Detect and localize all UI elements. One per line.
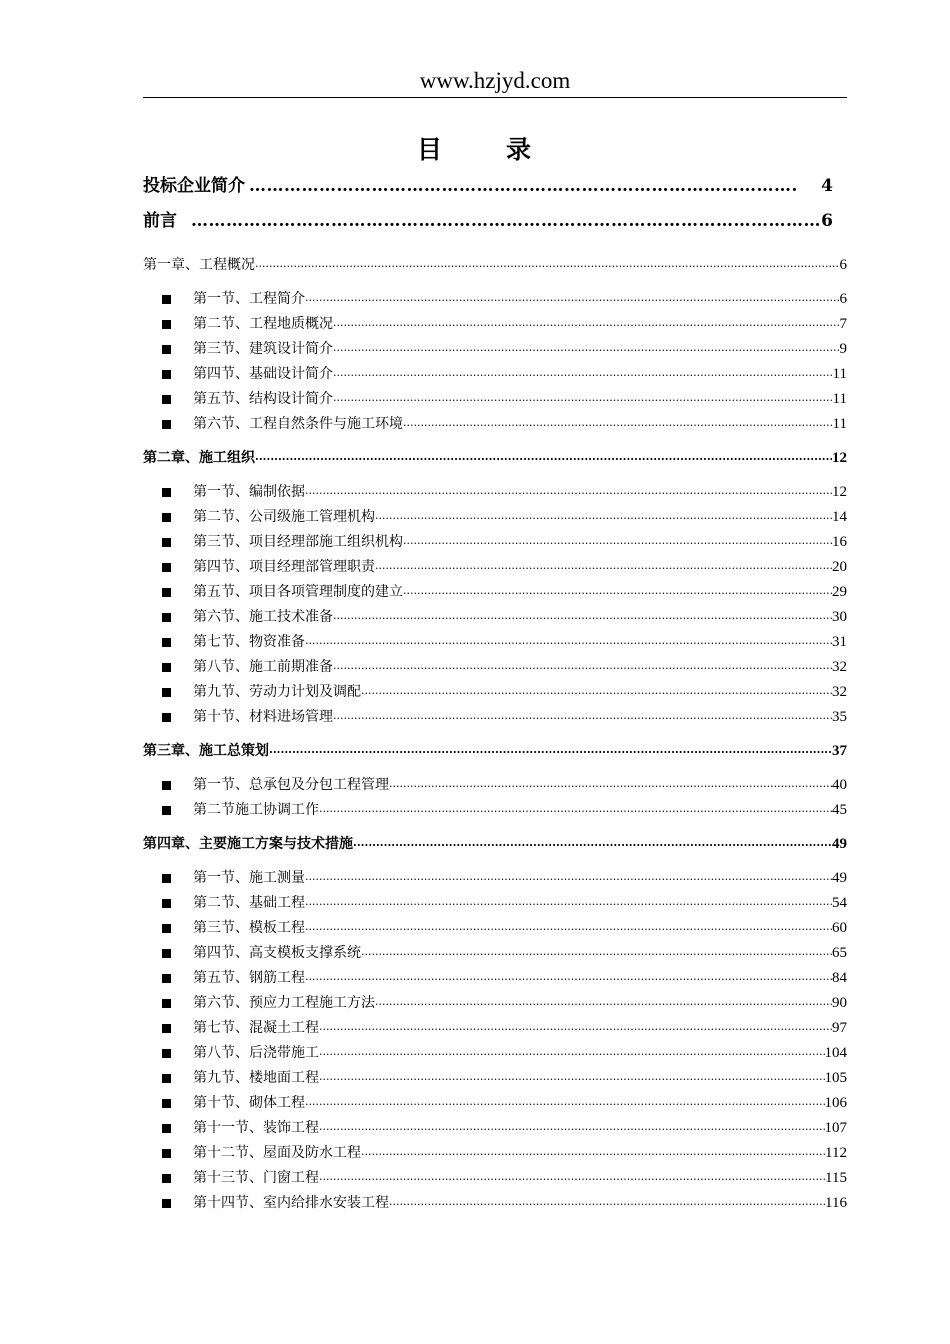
toc-entry-page: 31 xyxy=(832,634,847,650)
toc-entry-page: 54 xyxy=(832,895,847,911)
toc-entry-page: 104 xyxy=(824,1045,847,1061)
toc-leader xyxy=(361,945,832,959)
square-bullet-icon xyxy=(162,1124,171,1133)
square-bullet-icon xyxy=(162,1149,171,1158)
toc-chapter-entry[interactable] xyxy=(143,740,847,762)
toc-front-label: 前言 xyxy=(143,211,177,231)
toc-section-entry[interactable] xyxy=(162,1192,847,1214)
toc-entry-page: 116 xyxy=(825,1195,847,1211)
toc-entry-label: 第七节、混凝土工程 xyxy=(193,1020,319,1036)
square-bullet-icon xyxy=(162,513,171,522)
toc-entry-label: 第七节、物资准备 xyxy=(193,634,305,650)
toc-entry-label: 第八节、后浇带施工 xyxy=(193,1045,319,1061)
toc-entry-page: 20 xyxy=(832,559,847,575)
toc-entry-page: 12 xyxy=(832,450,847,466)
toc-entry-label: 第六节、工程自然条件与施工环境 xyxy=(193,416,403,432)
toc-section-entry[interactable] xyxy=(162,892,847,914)
toc-entry-label: 第三节、模板工程 xyxy=(193,920,305,936)
square-bullet-icon xyxy=(162,999,171,1008)
toc-front-page: 6 xyxy=(821,211,833,231)
square-bullet-icon xyxy=(162,613,171,622)
toc-entry-label: 第十二节、屋面及防水工程 xyxy=(193,1145,361,1161)
toc-entry-page: 106 xyxy=(824,1095,847,1111)
toc-front-page: 4 xyxy=(821,176,833,196)
toc-leader xyxy=(319,1120,825,1134)
square-bullet-icon xyxy=(162,370,171,379)
toc-chapter-entry[interactable] xyxy=(143,833,847,855)
square-bullet-icon xyxy=(162,588,171,597)
header-divider xyxy=(143,97,847,98)
toc-leader xyxy=(305,634,832,648)
toc-section-entry[interactable] xyxy=(162,506,847,528)
toc-entry-page: 49 xyxy=(832,836,847,852)
toc-entry-page: 90 xyxy=(832,995,847,1011)
toc-section-entry[interactable] xyxy=(162,413,847,435)
square-bullet-icon xyxy=(162,949,171,958)
toc-section-entry[interactable] xyxy=(162,799,847,821)
toc-entry-page: 30 xyxy=(832,609,847,625)
toc-entry-label: 第五节、项目各项管理制度的建立 xyxy=(193,584,403,600)
toc-entry-label: 第十一节、装饰工程 xyxy=(193,1120,319,1136)
toc-section-entry[interactable] xyxy=(162,1092,847,1114)
toc-leader xyxy=(305,484,832,498)
square-bullet-icon xyxy=(162,1199,171,1208)
square-bullet-icon xyxy=(162,538,171,547)
toc-entry-label: 第四章、主要施工方案与技术措施 xyxy=(143,836,353,852)
square-bullet-icon xyxy=(162,899,171,908)
toc-entry-page: 7 xyxy=(839,316,847,332)
toc-section-entry[interactable] xyxy=(162,706,847,728)
toc-entry-page: 12 xyxy=(832,484,847,500)
toc-entry-label: 第二节、工程地质概况 xyxy=(193,316,333,332)
toc-front-label: 投标企业简介 xyxy=(143,176,245,196)
toc-front-entry[interactable] xyxy=(143,208,833,234)
toc-leader xyxy=(375,995,832,1009)
toc-entry-label: 第二节、公司级施工管理机构 xyxy=(193,509,375,525)
toc-leader xyxy=(375,559,832,573)
toc-leader xyxy=(375,509,832,523)
toc-entry-label: 第五节、钢筋工程 xyxy=(193,970,305,986)
toc-section-entry[interactable] xyxy=(162,1017,847,1039)
toc-leader xyxy=(389,777,832,791)
toc-entry-label: 第一章、工程概况 xyxy=(143,257,255,273)
square-bullet-icon xyxy=(162,974,171,983)
toc-section-entry[interactable] xyxy=(162,992,847,1014)
toc-section-entry[interactable] xyxy=(162,481,847,503)
toc-entry-label: 第五节、结构设计简介 xyxy=(193,391,333,407)
toc-leader xyxy=(319,1170,825,1184)
toc-section-entry[interactable] xyxy=(162,338,847,360)
toc-section-entry[interactable] xyxy=(162,313,847,335)
toc-leader xyxy=(361,684,832,698)
toc-entry-label: 第一节、编制依据 xyxy=(193,484,305,500)
toc-entry-label: 第四节、项目经理部管理职责 xyxy=(193,559,375,575)
square-bullet-icon xyxy=(162,1049,171,1058)
toc-entry-page: 105 xyxy=(824,1070,847,1086)
toc-section-entry[interactable] xyxy=(162,581,847,603)
toc-title xyxy=(0,134,950,166)
toc-entry-page: 40 xyxy=(832,777,847,793)
toc-entry-label: 第二节施工协调工作 xyxy=(193,802,319,818)
toc-entry-label: 第四节、基础设计简介 xyxy=(193,366,333,382)
toc-entry-page: 60 xyxy=(832,920,847,936)
square-bullet-icon xyxy=(162,1024,171,1033)
toc-chapter-entry[interactable] xyxy=(143,254,847,276)
toc-leader xyxy=(305,291,840,305)
square-bullet-icon xyxy=(162,420,171,429)
toc-section-entry[interactable] xyxy=(162,1117,847,1139)
toc-entry-label: 第十三节、门窗工程 xyxy=(193,1170,319,1186)
toc-leader xyxy=(305,920,832,934)
square-bullet-icon xyxy=(162,488,171,497)
toc-chapter-entry[interactable] xyxy=(143,447,847,469)
toc-entry-label: 第二章、施工组织 xyxy=(143,450,255,466)
toc-section-entry[interactable] xyxy=(162,363,847,385)
toc-section-entry[interactable] xyxy=(162,556,847,578)
toc-entry-label: 第一节、总承包及分包工程管理 xyxy=(193,777,389,793)
square-bullet-icon xyxy=(162,295,171,304)
toc-entry-label: 第八节、施工前期准备 xyxy=(193,659,333,675)
toc-leader xyxy=(319,1070,825,1084)
toc-entry-label: 第十节、材料进场管理 xyxy=(193,709,333,725)
square-bullet-icon xyxy=(162,713,171,722)
toc-entry-page: 112 xyxy=(825,1145,847,1161)
square-bullet-icon xyxy=(162,563,171,572)
square-bullet-icon xyxy=(162,345,171,354)
toc-entry-page: 65 xyxy=(832,945,847,961)
toc-entry-label: 第三节、项目经理部施工组织机构 xyxy=(193,534,403,550)
toc-entry-label: 第十节、砌体工程 xyxy=(193,1095,305,1111)
toc-leader xyxy=(333,366,833,380)
toc-leader xyxy=(255,257,840,271)
toc-title-right: 录 xyxy=(506,135,534,164)
toc-leader xyxy=(319,802,832,816)
toc-leader xyxy=(333,659,832,673)
toc-entry-label: 第一节、施工测量 xyxy=(193,870,305,886)
toc-entry-page: 29 xyxy=(832,584,847,600)
toc-section-entry[interactable] xyxy=(162,917,847,939)
toc-front-entry[interactable] xyxy=(143,173,833,199)
toc-entry-label: 第三章、施工总策划 xyxy=(143,743,269,759)
square-bullet-icon xyxy=(162,1174,171,1183)
toc-entry-label: 第一节、工程简介 xyxy=(193,291,305,307)
toc-section-entry[interactable] xyxy=(162,967,847,989)
toc-leader xyxy=(333,391,833,405)
toc-section-entry[interactable] xyxy=(162,606,847,628)
toc-section-entry[interactable] xyxy=(162,681,847,703)
toc-leader xyxy=(333,341,840,355)
toc-section-entry[interactable] xyxy=(162,1142,847,1164)
toc-leader xyxy=(403,584,832,598)
toc-section-entry[interactable] xyxy=(162,867,847,889)
toc-entry-label: 第十四节、室内给排水安装工程 xyxy=(193,1195,389,1211)
toc-entry-page: 45 xyxy=(832,802,847,818)
toc-entry-page: 37 xyxy=(832,743,847,759)
square-bullet-icon xyxy=(162,395,171,404)
toc-entry-page: 49 xyxy=(832,870,847,886)
toc-entry-page: 9 xyxy=(839,341,847,357)
toc-leader xyxy=(319,1045,825,1059)
toc-leader xyxy=(333,609,832,623)
toc-leader xyxy=(361,1145,825,1159)
toc-leader xyxy=(333,709,832,723)
toc-entry-label: 第九节、楼地面工程 xyxy=(193,1070,319,1086)
toc-section-entry[interactable] xyxy=(162,774,847,796)
toc-leader xyxy=(389,1195,825,1209)
header-site-url[interactable]: www.hzjyd.com xyxy=(419,68,571,93)
toc-entry-label: 第三节、建筑设计简介 xyxy=(193,341,333,357)
toc-section-entry[interactable] xyxy=(162,1067,847,1089)
square-bullet-icon xyxy=(162,688,171,697)
toc-leader xyxy=(353,836,832,850)
toc-section-entry[interactable] xyxy=(162,631,847,653)
square-bullet-icon xyxy=(162,1074,171,1083)
toc-entry-page: 35 xyxy=(832,709,847,725)
toc-leader xyxy=(305,1095,825,1109)
toc-entry-page: 14 xyxy=(832,509,847,525)
toc-entry-page: 11 xyxy=(832,391,847,407)
toc-section-entry[interactable] xyxy=(162,531,847,553)
square-bullet-icon xyxy=(162,874,171,883)
toc-entry-page: 32 xyxy=(832,659,847,675)
square-bullet-icon xyxy=(162,806,171,815)
toc-entry-label: 第九节、劳动力计划及调配 xyxy=(193,684,361,700)
toc-leader xyxy=(305,895,832,909)
toc-entry-page: 16 xyxy=(832,534,847,550)
toc-leader xyxy=(403,416,833,430)
toc-entry-label: 第六节、施工技术准备 xyxy=(193,609,333,625)
toc-section-entry[interactable] xyxy=(162,388,847,410)
toc-entry-label: 第六节、预应力工程施工方法 xyxy=(193,995,375,1011)
toc-section-entry[interactable] xyxy=(162,1167,847,1189)
toc-entry-page: 6 xyxy=(839,291,847,307)
toc-leader xyxy=(319,1020,832,1034)
toc-entry-label: 第二节、基础工程 xyxy=(193,895,305,911)
toc-entry-page: 11 xyxy=(832,366,847,382)
square-bullet-icon xyxy=(162,638,171,647)
toc-leader xyxy=(269,743,832,757)
toc-entry-page: 32 xyxy=(832,684,847,700)
square-bullet-icon xyxy=(162,1099,171,1108)
toc-leader xyxy=(305,870,832,884)
toc-section-entry[interactable] xyxy=(162,1042,847,1064)
toc-section-entry[interactable] xyxy=(162,942,847,964)
toc-leader xyxy=(255,450,832,464)
toc-entry-page: 11 xyxy=(832,416,847,432)
square-bullet-icon xyxy=(162,663,171,672)
toc-leader xyxy=(191,208,821,234)
toc-entry-page: 107 xyxy=(824,1120,847,1136)
toc-leader xyxy=(333,316,840,330)
toc-leader xyxy=(249,173,797,199)
square-bullet-icon xyxy=(162,924,171,933)
toc-entry-page: 84 xyxy=(832,970,847,986)
toc-entry-label: 第四节、高支模板支撑系统 xyxy=(193,945,361,961)
toc-entry-page: 6 xyxy=(839,257,847,273)
toc-leader xyxy=(403,534,832,548)
toc-leader xyxy=(305,970,832,984)
square-bullet-icon xyxy=(162,781,171,790)
toc-section-entry[interactable] xyxy=(162,288,847,310)
toc-entry-page: 115 xyxy=(825,1170,847,1186)
toc-section-entry[interactable] xyxy=(162,656,847,678)
square-bullet-icon xyxy=(162,320,171,329)
toc-entry-page: 97 xyxy=(832,1020,847,1036)
toc-title-left: 目 xyxy=(416,135,444,164)
